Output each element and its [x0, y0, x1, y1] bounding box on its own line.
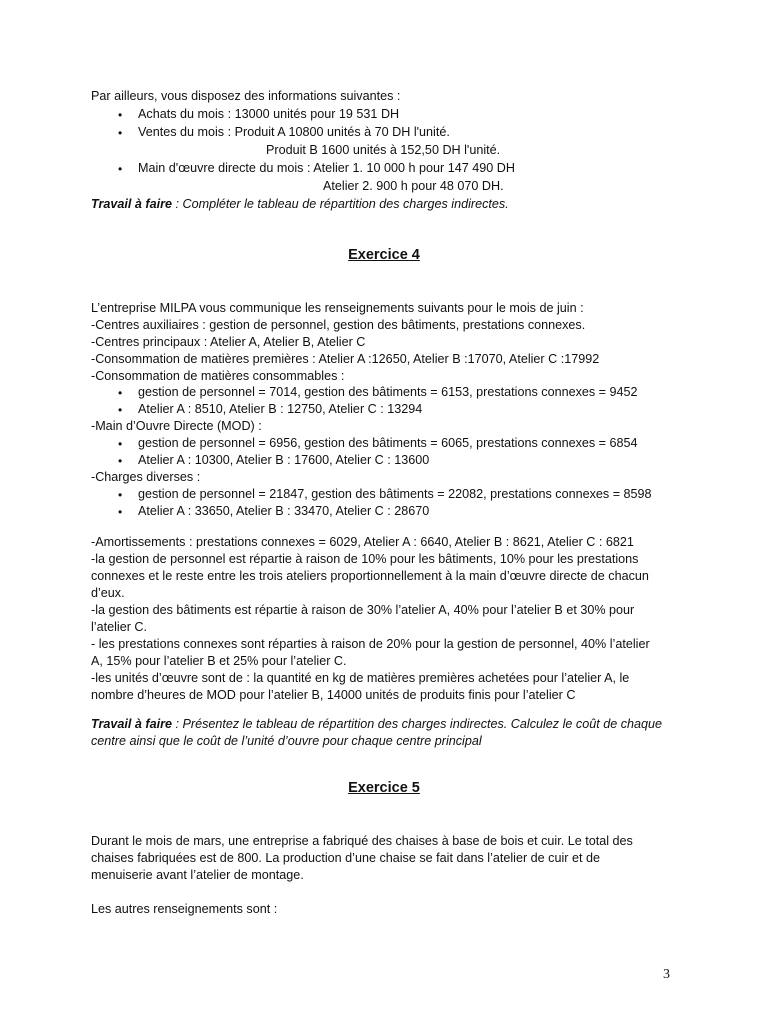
ex4-paragraph-line: nombre d’heures de MOD pour l’atelier B, 14000 unités de produits finis pour l’atelier C [91, 688, 576, 702]
bullet-marker: • [118, 126, 123, 140]
ex4-line: -Centres principaux : Atelier A, Atelier B, Atelier C [91, 335, 366, 349]
bullet-sales-continued: Produit B 1600 unités à 152,50 DH l'unité. [266, 143, 501, 157]
task-text: : Présentez le tableau de répartition des charges indirectes. Calculez le coût de chaque [171, 717, 663, 731]
bullet-marker: • [118, 505, 123, 519]
ex4-paragraph-line: A, 15% pour l’atelier B et 25% pour l’atelier C. [91, 654, 347, 668]
ex4-task-instruction [91, 716, 662, 733]
ex5-line: chaises fabriquées est de 800. La production d’une chaise se fait dans l’atelier de cuir et de [91, 851, 600, 865]
ex5-line: menuiserie avant l’atelier de montage. [91, 868, 304, 882]
bullet-sales: Ventes du mois : Produit A 10800 unités à 70 DH l'unité. [138, 125, 450, 139]
ex4-line: -Centres auxiliaires : gestion de personnel, gestion des bâtiments, prestations connexes. [91, 318, 586, 332]
ex4-task-instruction-continued: centre ainsi que le coût de l’unité d’ouvre pour chaque centre principal [91, 734, 482, 748]
bullet-marker: • [118, 386, 123, 400]
bullet-marker: • [118, 437, 123, 451]
ex4-paragraph-line: l’atelier C. [91, 620, 147, 634]
task-label: Travail à faire [91, 197, 172, 211]
exercise-4-heading: Exercice 4 [348, 247, 420, 263]
ex4-line: -Main d’Ouvre Directe (MOD) : [91, 419, 262, 433]
page-number: 3 [663, 967, 670, 982]
ex4-line: L’entreprise MILPA vous communique les renseignements suivants pour le mois de juin : [91, 301, 584, 315]
ex4-line: -Consommation de matières premières : Atelier A :12650, Atelier B :17070, Atelier C :17992 [91, 352, 600, 366]
ex4-bullet: Atelier A : 10300, Atelier B : 17600, Atelier C : 13600 [138, 453, 430, 467]
ex4-paragraph-line: connexes et le reste entre les trois ateliers proportionnellement à la main d’œuvre directe de chacun [91, 569, 649, 583]
ex4-line: -Consommation de matières consommables : [91, 369, 345, 383]
bullet-marker: • [118, 454, 123, 468]
bullet-labour: Main d'œuvre directe du mois : Atelier 1. 10 000 h pour 147 490 DH [138, 161, 515, 175]
intro-line: Par ailleurs, vous disposez des informations suivantes : [91, 89, 401, 103]
ex4-paragraph-line: -la gestion des bâtiments est répartie à raison de 30% l’atelier A, 40% pour l’atelier B et 30% pour [91, 603, 635, 617]
task-text: : Compléter le tableau de répartition des charges indirectes. [171, 197, 509, 211]
exercise-5-heading: Exercice 5 [348, 780, 420, 796]
ex4-bullet: gestion de personnel = 7014, gestion des bâtiments = 6153, prestations connexes = 9452 [138, 385, 638, 399]
ex4-bullet: Atelier A : 33650, Atelier B : 33470, Atelier C : 28670 [138, 504, 430, 518]
bullet-purchases: Achats du mois : 13000 unités pour 19 531 DH [138, 107, 400, 121]
ex4-paragraph-line: -la gestion de personnel est répartie à raison de 10% pour les bâtiments, 10% pour les prestations [91, 552, 639, 566]
ex4-paragraph-line: d’eux. [91, 586, 125, 600]
bullet-labour-continued: Atelier 2. 900 h pour 48 070 DH. [323, 179, 504, 193]
bullet-marker: • [118, 108, 123, 122]
ex4-paragraph-line: -Amortissements : prestations connexes = 6029, Atelier A : 6640, Atelier B : 8621, Atelier C : 6821 [91, 535, 634, 549]
ex4-paragraph-line: - les prestations connexes sont réparties à raison de 20% pour la gestion de personnel, 40% l’atelier [91, 637, 650, 651]
ex4-line: -Charges diverses : [91, 470, 201, 484]
task-label: Travail à faire [91, 717, 172, 731]
task-instruction [91, 196, 509, 213]
ex4-bullet: gestion de personnel = 6956, gestion des bâtiments = 6065, prestations connexes = 6854 [138, 436, 638, 450]
ex5-line: Les autres renseignements sont : [91, 902, 278, 916]
ex5-line: Durant le mois de mars, une entreprise a fabriqué des chaises à base de bois et cuir. Le total des [91, 834, 633, 848]
bullet-marker: • [118, 488, 123, 502]
bullet-marker: • [118, 162, 123, 176]
bullet-marker: • [118, 403, 123, 417]
ex4-bullet: Atelier A : 8510, Atelier B : 12750, Atelier C : 13294 [138, 402, 423, 416]
ex4-paragraph-line: -les unités d’œuvre sont de : la quantité en kg de matières premières achetées pour l’atelier A, le [91, 671, 630, 685]
ex4-bullet: gestion de personnel = 21847, gestion des bâtiments = 22082, prestations connexes = 8598 [138, 487, 652, 501]
